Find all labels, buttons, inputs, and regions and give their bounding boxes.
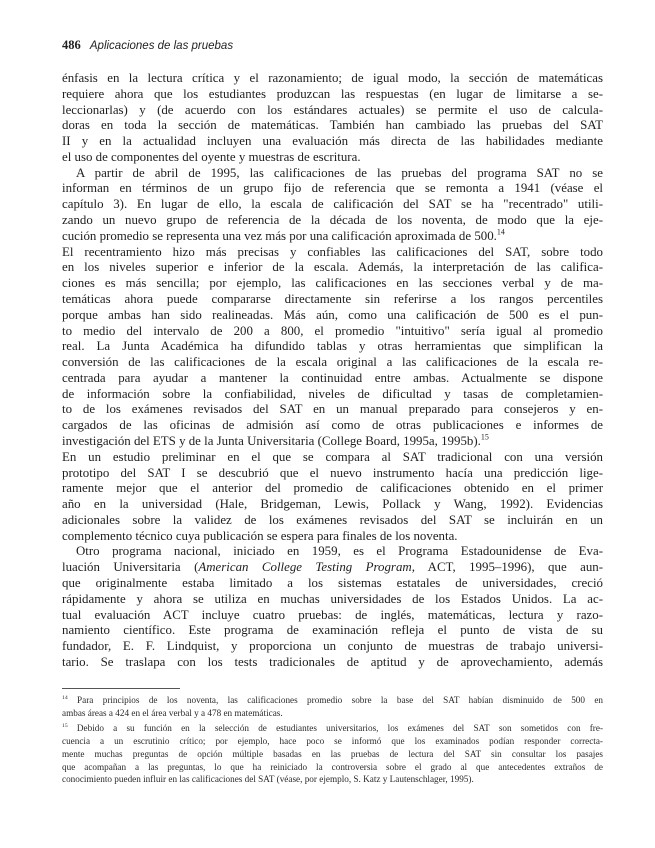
- text-line-with-note: [62, 434, 603, 450]
- footnote-ref-14: 14: [496, 227, 505, 237]
- running-head: [62, 38, 233, 53]
- text-fragment: ACT, 1995–1996), que aun-: [414, 560, 604, 575]
- text-fragment: cución promedio se representa una vez más por una calificación aproximada de 500.: [62, 228, 497, 243]
- footnote-line: ambas áreas a 424 en el área verbal y a 478 en matemáticas.: [62, 707, 283, 718]
- text-line-with-note: [62, 229, 603, 245]
- body-text: [62, 71, 603, 671]
- text-line: leccionarlas) y (de acuerdo con los estándares actuales) se permite el uso de calcula-: [62, 102, 603, 117]
- text-line: centrada para ayudar a mantener la continuidad entre ambas. Actualmente se dispone: [62, 370, 603, 385]
- text-fragment: Para principios de los noventa, las calificaciones promedio sobre la base del SAT habían disminuido de 500 en: [77, 695, 603, 705]
- text-line: real. La Junta Académica ha difundido tablas y otras herramientas que simplifican la: [62, 339, 603, 354]
- text-line: prototipo del SAT I se descubrió que el nuevo instrumento hacía una predicción lige-: [62, 465, 603, 480]
- footnote-line: que acompañan a las preguntas, lo que ha reiniciado la controversia sobre el grado al que antecedentes extraños de: [62, 761, 603, 772]
- text-line: Otro programa nacional, iniciado en 1959, es el Programa Estadounidense de Eva-: [76, 544, 603, 559]
- text-line: el uso de componentes del oyente y muestras de escritura.: [62, 149, 361, 164]
- text-line: fundador, E. F. Lindquist, y proporciona un conjunto de muestras de trabajo universi-: [62, 639, 603, 654]
- text-line: conversión de las calificaciones de la escala original a las calificaciones de la escala re-: [62, 355, 603, 370]
- text-line: ciones es más sencilla; por ejemplo, las calificaciones en las secciones verbal y de ma-: [62, 276, 603, 291]
- paragraph-2: [62, 166, 603, 545]
- page-number: 486: [62, 38, 81, 52]
- text-line: tario. Se traslapa con los tests tradicionales de aptitud y de aprovechamiento, además: [62, 654, 603, 669]
- footnote-line: [62, 722, 603, 735]
- text-line: porque ambas han sido realineadas. Más aún, como una calificación de 500 es el pun-: [62, 307, 603, 322]
- text-line: En un estudio preliminar en el que se compara al SAT tradicional con una versión: [62, 449, 603, 464]
- footnote-line: mente muchas preguntas de opción múltiple basadas en las pruebas de lectura del SAT sin consultar los pasajes: [62, 748, 603, 759]
- text-line: de información sobre la confiabilidad, niveles de dificultad y tasas de completamien-: [62, 386, 603, 401]
- text-line: adicionales sobre la validez de los exámenes revisados del SAT se incluirán en un: [62, 512, 603, 527]
- text-line: temáticas ahora puede compararse directamente sin referirse a los rangos percentiles: [62, 291, 603, 306]
- paragraph-3: [62, 544, 603, 670]
- text-line: zando un nuevo grupo de referencia de la década de los noventa, de modo que la eje-: [62, 213, 603, 228]
- text-line: II y en la actualidad incluyen una evaluación más directa de las habilidades mediante: [62, 134, 603, 149]
- text-line: énfasis en la lectura crítica y el razonamiento; de igual modo, la sección de matemáticas: [62, 71, 603, 85]
- paragraph-1: [62, 71, 603, 166]
- footnote-15: [62, 722, 603, 786]
- footnote-line: [62, 694, 603, 707]
- footnotes: [62, 694, 603, 789]
- footnote-line: cuencia a un escrutinio crítico; por ejemplo, hace poco se informó que los examinados podían responder correcta-: [62, 736, 603, 747]
- text-line: namiento científico. Este programa de examinación refleja el punto de vista de su: [62, 623, 603, 638]
- text-line: rápidamente y ahora se utiliza en muchas universidades de los Estados Unidos. La ac-: [62, 591, 603, 606]
- running-title: Aplicaciones de las pruebas: [89, 40, 234, 52]
- text-line: cargados de las oficinas de admisión así como de otras publicaciones e informes de: [62, 418, 603, 433]
- footnote-mark-14: 14: [62, 694, 68, 701]
- text-line: to de los exámenes revisados del SAT en un manual preparado para consejeros y en-: [62, 402, 603, 417]
- text-line: A partir de abril de 1995, las calificaciones de las pruebas del programa SAT no se: [76, 165, 603, 180]
- text-line: capítulo 3). En lugar de ello, la escala de calificación del SAT se ha "recentrado" utili-: [62, 197, 603, 212]
- footnote-rule: [62, 688, 180, 689]
- text-line: tual evaluación ACT incluye cuatro pruebas: de inglés, matemáticas, lectura y razo-: [62, 607, 603, 622]
- text-line: ramente mejor que el anterior del promedio de calificaciones obtenido en el primer: [62, 481, 603, 496]
- text-line-with-italic: [62, 560, 603, 576]
- text-line: año en la universidad (Hale, Bridgeman, Lewis, Pollack y Wang, 1992). Evidencias: [62, 497, 603, 512]
- text-line: que originalmente estaba limitado a los sistemas estatales de universidades, creció: [62, 576, 603, 590]
- text-line: informan en términos de un grupo fijo de referencia que se remonta a 1941 (véase el: [62, 181, 603, 196]
- text-line: en los niveles superior e inferior de la escala. Además, la interpretación de las califica-: [62, 260, 603, 275]
- text-line: El recentramiento hizo más precisas y confiables las calificaciones del SAT, sobre todo: [62, 244, 603, 259]
- text-line: to medio del intervalo de 200 a 800, el promedio "intuitivo" sería igual al promedio: [62, 323, 603, 338]
- program-name-italic: American College Testing Program,: [198, 560, 415, 575]
- text-line: doras en toda la sección de matemáticas. También han cambiado las pruebas del SAT: [62, 118, 603, 133]
- text-line: complemento técnico cuya publicación se espera para finales de los noventa.: [62, 528, 458, 543]
- footnote-14: [62, 694, 603, 719]
- footnote-ref-15: 15: [480, 432, 489, 442]
- footnote-mark-15: 15: [62, 723, 68, 730]
- text-line: requiere ahora que los estudiantes produzcan las respuestas (en lugar de limitarse a se-: [62, 86, 603, 101]
- text-fragment: Debido a su función en la selección de estudiantes universitarios, los exámenes del SAT son sometidos con fre-: [76, 723, 604, 734]
- text-fragment: luación Universitaria (: [62, 560, 199, 575]
- text-fragment: investigación del ETS y de la Junta Universitaria (College Board, 1995a, 1995b).: [62, 433, 481, 448]
- footnote-line: conocimiento pueden influir en las calificaciones del SAT (véase, por ejemplo, S. Katz y Lautenschlager, 1995).: [62, 774, 474, 785]
